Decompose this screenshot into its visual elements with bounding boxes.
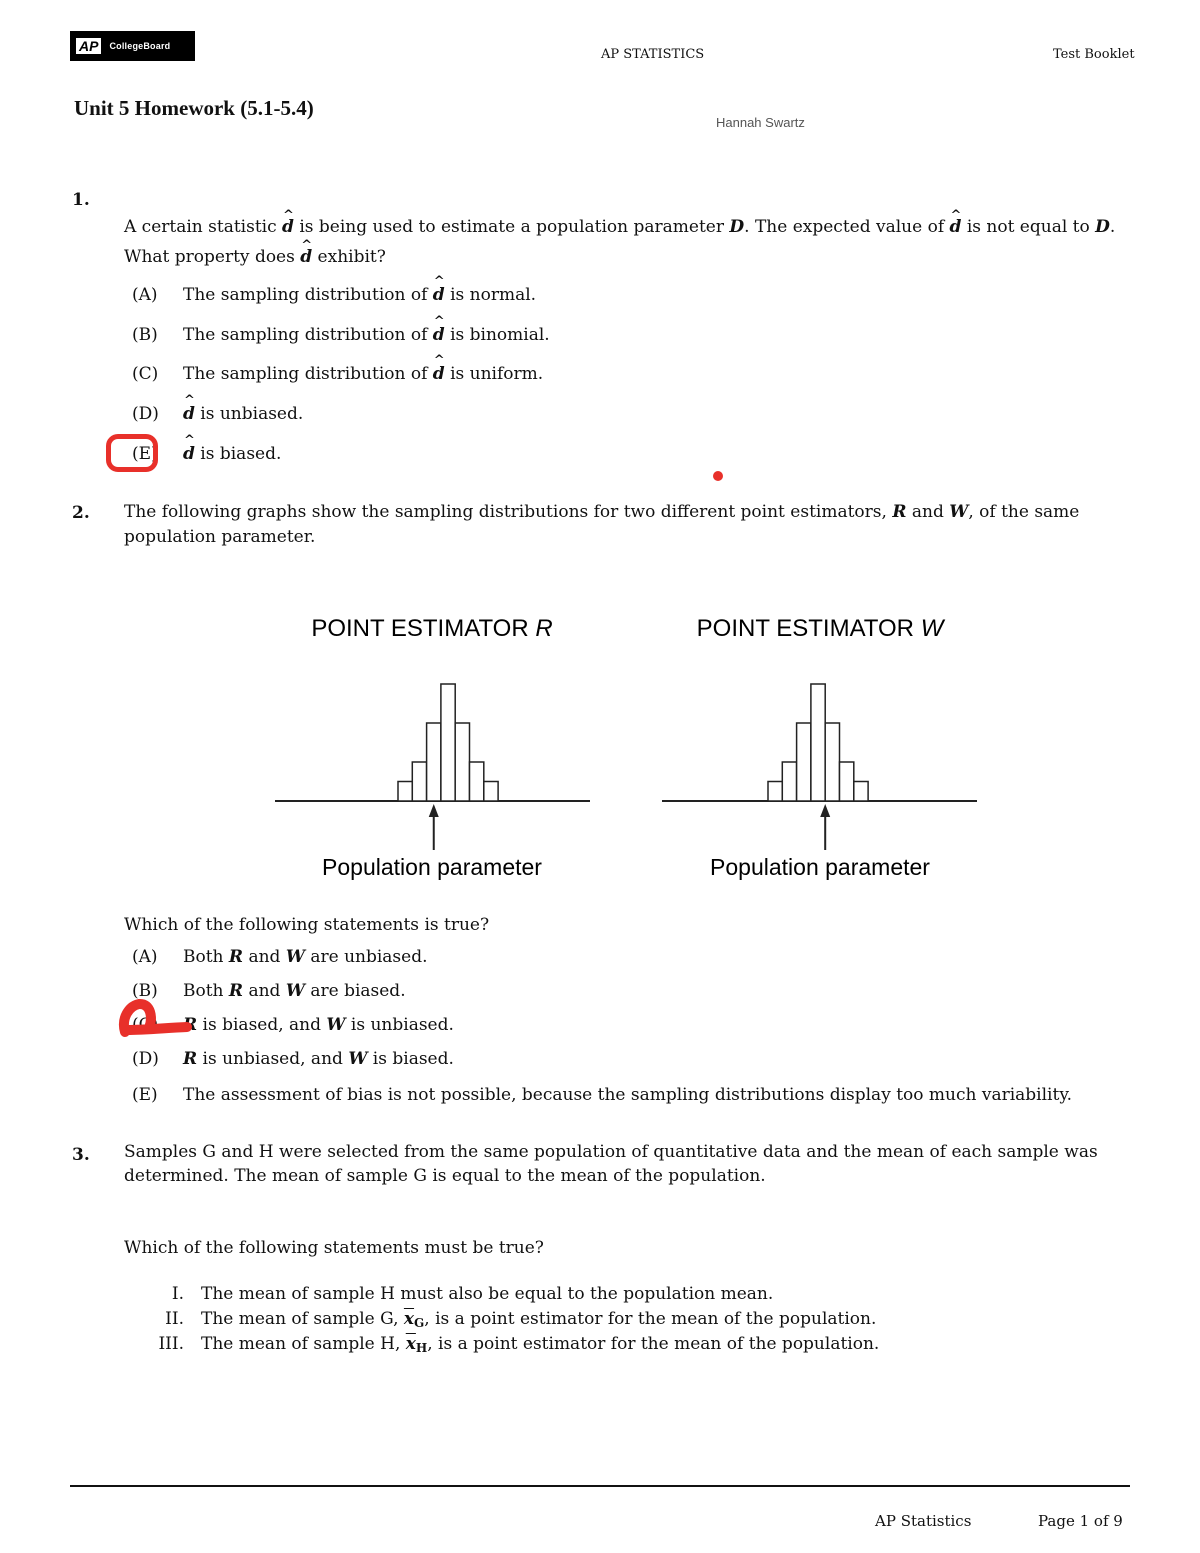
q1-option-d-letter[interactable]: (D) (132, 404, 159, 424)
q3-item-ii-text: The mean of sample G, $\overline{x}_G$, is a point estimator for the mean of the population. (201, 1309, 877, 1330)
student-name: Hannah Swartz (716, 115, 805, 130)
header-center: AP STATISTICS (601, 47, 705, 62)
q1-stem-line1: A certain statistic ^ d is being used to estimate a population parameter D. The expected value of ^ d is not equal to D. (124, 215, 1115, 239)
histogram-bar-w-2 (782, 762, 796, 801)
chart-estimator-r (275, 615, 590, 880)
histogram-bar-w-5 (825, 723, 839, 801)
histogram-bar-r-7 (484, 782, 498, 802)
q2-option-a-letter[interactable]: (A) (132, 947, 158, 967)
footer-left: AP Statistics (875, 1512, 972, 1530)
chart-r-bars (398, 684, 498, 801)
parameter-arrow-head (429, 804, 439, 817)
answer-scribble-annotation (115, 998, 195, 1040)
histogram-bar-r-3 (427, 723, 441, 801)
q1-option-c-letter[interactable]: (C) (132, 364, 159, 384)
q3-stem-line1: Samples G and H were selected from the same population of quantitative data and the mean of each sample was (124, 1142, 1098, 1162)
q3-item-ii-roman: II. (165, 1309, 184, 1329)
histogram-bar-r-1 (398, 782, 412, 802)
histogram-bar-r-6 (470, 762, 484, 801)
histogram-bar-w-6 (840, 762, 854, 801)
q3-question: Which of the following statements must be true? (124, 1238, 544, 1258)
q3-number: 3. (72, 1145, 90, 1165)
histogram-bar-r-5 (455, 723, 469, 801)
histogram-bar-w-3 (797, 723, 811, 801)
histogram-bar-r-4 (441, 684, 455, 801)
q2-option-e-letter[interactable]: (E) (132, 1085, 158, 1105)
q1-stem-line2: What property does ^ d exhibit? (124, 245, 386, 269)
q3-stem-line2: determined. The mean of sample G is equal to the mean of the population. (124, 1166, 766, 1186)
red-dot-annotation (713, 471, 723, 481)
q2-option-c-letter[interactable]: (C) (132, 1015, 159, 1035)
q2-option-a-text[interactable]: Both R and W are unbiased. (183, 947, 428, 967)
histogram-bar-w-7 (854, 782, 868, 802)
histogram-bar-r-2 (412, 762, 426, 801)
chart-w-parameter-arrow (820, 804, 830, 850)
parameter-arrow-head (820, 804, 830, 817)
q2-option-d-letter[interactable]: (D) (132, 1049, 159, 1069)
q3-item-i-text: The mean of sample H must also be equal to the population mean. (201, 1284, 774, 1304)
q1-option-b-letter[interactable]: (B) (132, 325, 158, 345)
logo-ap-text: AP (76, 38, 101, 54)
histogram-bar-w-1 (768, 782, 782, 802)
q1-option-c-text[interactable]: The sampling distribution of ^ d is uniform. (183, 364, 543, 384)
logo-cb-text: CollegeBoard (109, 41, 171, 51)
q1-option-e-letter[interactable]: (E) (132, 444, 158, 464)
q1-option-d-text[interactable]: ^ d is unbiased. (183, 404, 303, 424)
header-right: Test Booklet (1053, 47, 1135, 62)
footer-page-number: Page 1 of 9 (1038, 1512, 1123, 1530)
histogram-bar-w-4 (811, 684, 825, 801)
q1-option-a-letter[interactable]: (A) (132, 285, 158, 305)
chart-w-annotation: Population parameter (710, 854, 930, 880)
q2-option-c-text[interactable]: R is biased, and W is unbiased. (183, 1015, 454, 1035)
q1-option-b-text[interactable]: The sampling distribution of ^ d is binomial. (183, 325, 550, 345)
sampling-distribution-charts (260, 600, 1000, 890)
chart-w-title: POINT ESTIMATOR W (696, 615, 944, 642)
q1-option-e-text[interactable]: ^ d is biased. (183, 444, 281, 464)
q3-item-iii-roman: III. (158, 1334, 184, 1354)
q2-question: Which of the following statements is true? (124, 915, 490, 935)
q1-number: 1. (72, 190, 90, 210)
page-title: Unit 5 Homework (5.1-5.4) (74, 96, 314, 120)
q3-item-i-roman: I. (171, 1284, 184, 1304)
q2-number: 2. (72, 503, 90, 523)
q2-option-b-letter[interactable]: (B) (132, 981, 158, 1001)
chart-r-title: POINT ESTIMATOR R (311, 615, 553, 642)
q1-option-a-text[interactable]: The sampling distribution of ^ d is normal. (183, 285, 536, 305)
footer-divider (70, 1485, 1130, 1487)
q2-option-e-text[interactable]: The assessment of bias is not possible, because the sampling distributions display too much variability. (183, 1085, 1073, 1105)
q2-stem-line2: population parameter. (124, 527, 316, 547)
q2-stem-line1: The following graphs show the sampling distributions for two different point estimators, R and W, of the same (124, 502, 1080, 522)
q2-option-d-text[interactable]: R is unbiased, and W is biased. (183, 1049, 454, 1069)
chart-r-parameter-arrow (429, 804, 439, 850)
collegeboard-ap-logo (70, 31, 195, 61)
q3-item-iii-text: The mean of sample H, $\overline{x}_H$, is a point estimator for the mean of the population. (201, 1334, 880, 1355)
chart-estimator-w (662, 615, 977, 880)
answer-circle-annotation (106, 434, 158, 472)
chart-w-bars (768, 684, 868, 801)
chart-r-annotation: Population parameter (322, 854, 542, 880)
q2-option-b-text[interactable]: Both R and W are biased. (183, 981, 406, 1001)
